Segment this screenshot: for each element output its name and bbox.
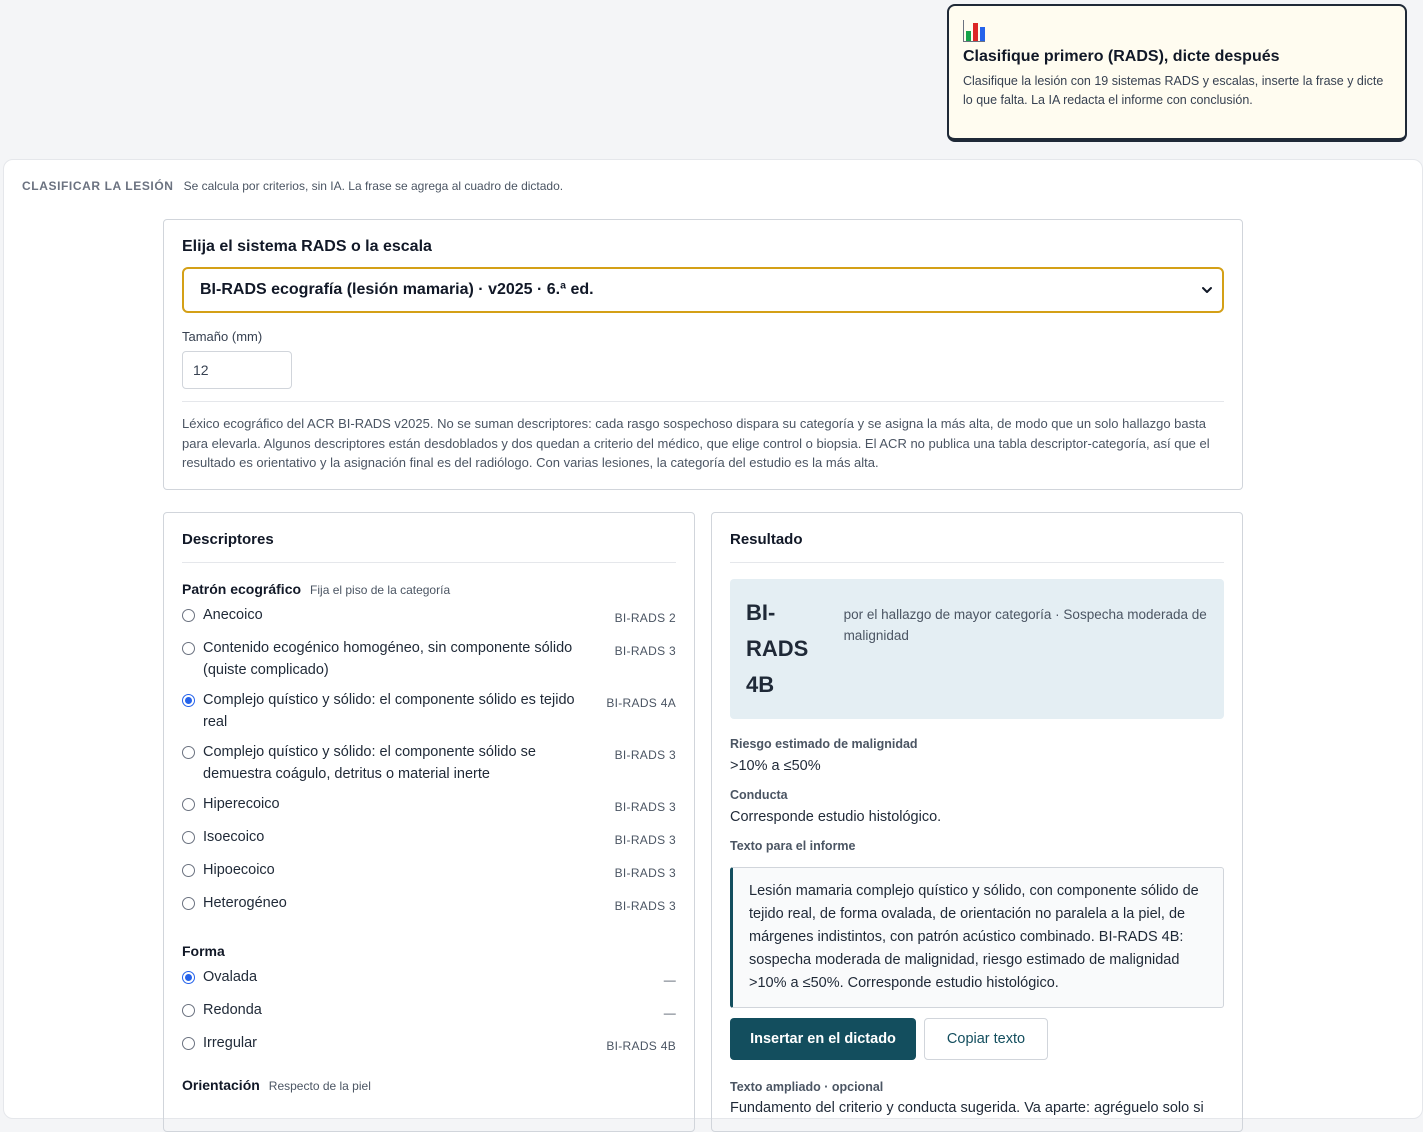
pattern-option-heterogeneo[interactable] xyxy=(182,892,676,917)
section-subtitle: Se calcula por criterios, sin IA. La frase se agrega al cuadro de dictado. xyxy=(183,179,564,193)
orientation-group-header xyxy=(182,1077,676,1093)
option-label: Anecoico xyxy=(203,607,263,623)
option-category: BI-RADS 3 xyxy=(614,866,676,880)
shape-group-header xyxy=(182,943,676,959)
rads-selector-box xyxy=(163,219,1243,490)
shape-title: Forma xyxy=(182,943,225,959)
option-category: — xyxy=(663,1006,676,1020)
orientation-subtitle: Respecto de la piel xyxy=(268,1079,371,1093)
option-label: Hiperecoico xyxy=(203,796,280,812)
report-label: Texto para el informe xyxy=(730,839,856,853)
section-header xyxy=(22,179,563,193)
option-category: BI-RADS 2 xyxy=(614,611,676,625)
risk-label: Riesgo estimado de malignidad xyxy=(730,737,918,751)
divider xyxy=(182,401,1224,402)
insert-dictation-button[interactable]: Insertar en el dictado xyxy=(730,1018,916,1060)
shape-option-irregular[interactable] xyxy=(182,1032,676,1057)
option-label: Isoecoico xyxy=(203,829,265,845)
option-label: Complejo quístico y sólido: el componente sólido es tejido real xyxy=(203,692,575,730)
orientation-title: Orientación xyxy=(182,1077,260,1093)
option-category: BI-RADS 4B xyxy=(606,1039,676,1053)
option-category: BI-RADS 3 xyxy=(614,899,676,913)
radio-button[interactable] xyxy=(182,897,195,910)
bar-chart-icon xyxy=(963,20,985,42)
result-category: BI-RADS 4B xyxy=(746,600,809,697)
pattern-option-anecoico[interactable] xyxy=(182,604,676,629)
pattern-option-quiste-complicado[interactable] xyxy=(182,637,676,681)
descriptors-panel xyxy=(163,512,695,1132)
result-category-box xyxy=(730,579,1224,719)
radio-button[interactable] xyxy=(182,694,195,707)
rads-system-select[interactable] xyxy=(182,267,1224,313)
conduct-value: Corresponde estudio histológico. xyxy=(730,809,942,825)
promo-banner xyxy=(947,4,1407,142)
pattern-option-isoecoico[interactable] xyxy=(182,826,676,851)
option-label: Ovalada xyxy=(203,969,258,985)
pattern-title: Patrón ecográfico xyxy=(182,581,302,597)
option-category: — xyxy=(663,973,676,987)
lexicon-note: Léxico ecográfico del ACR BI-RADS v2025. No se suman descriptores: cada rasgo sospechoso dispara su categoría y se asigna la más alta, de modo que un solo hallazgo basta para elevarla. Algunos descriptores están desdoblados y dos quedan a criterio del médico, que elige control o biopsia. El ACR no publica una tabla descriptor-categoría, así que el resultado es orientativo y la asignación final es del radiólogo. Con varias lesiones, la categoría del estudio es la más alta. xyxy=(182,416,1210,470)
pattern-option-complejo-coagulo[interactable] xyxy=(182,741,676,785)
radio-button[interactable] xyxy=(182,831,195,844)
promo-title: Clasifique primero (RADS), dicte después xyxy=(963,48,1280,65)
section-eyebrow: CLASIFICAR LA LESIÓN xyxy=(22,179,174,193)
conduct-label: Conducta xyxy=(730,788,788,802)
pattern-option-complejo-tejido-real[interactable] xyxy=(182,689,676,733)
chevron-down-icon xyxy=(1200,283,1214,297)
pattern-option-hiperecoico[interactable] xyxy=(182,793,676,818)
radio-button[interactable] xyxy=(182,1037,195,1050)
pattern-subtitle: Fija el piso de la categoría xyxy=(310,583,451,597)
option-label: Heterogéneo xyxy=(203,895,287,911)
copy-text-button[interactable]: Copiar texto xyxy=(924,1018,1048,1060)
shape-option-redonda[interactable] xyxy=(182,999,676,1024)
option-label: Contenido ecogénico homogéneo, sin componente sólido (quiste complicado) xyxy=(203,640,573,678)
radio-button[interactable] xyxy=(182,609,195,622)
radio-button[interactable] xyxy=(182,971,195,984)
result-panel xyxy=(711,512,1243,1132)
report-text: Lesión mamaria complejo quístico y sólido, con componente sólido de tejido real, de forma ovalada, de orientación no paralela a la piel, de márgenes indistintos, con patrón acústico combinado. BI-RADS 4B: sospecha moderada de malignidad, riesgo estimado de malignidad >10% a ≤50%. Corresponde estudio histológico. xyxy=(730,867,1224,1008)
radio-button[interactable] xyxy=(182,798,195,811)
option-category: BI-RADS 4A xyxy=(606,696,676,710)
extended-text-label: Texto ampliado · opcional xyxy=(730,1080,884,1094)
risk-value: >10% a ≤50% xyxy=(730,758,821,774)
option-label: Irregular xyxy=(203,1035,257,1051)
promo-body: Clasifique la lesión con 19 sistemas RADS y escalas, inserte la frase y dicte lo que falta. La IA redacta el informe con conclusión. xyxy=(963,74,1384,107)
shape-options xyxy=(182,966,676,1057)
selector-heading: Elija el sistema RADS o la escala xyxy=(182,238,432,255)
option-category: BI-RADS 3 xyxy=(614,833,676,847)
option-category: BI-RADS 3 xyxy=(614,748,676,762)
descriptors-heading: Descriptores xyxy=(182,531,676,563)
classify-card xyxy=(3,159,1423,1119)
option-label: Hipoecoico xyxy=(203,862,275,878)
result-actions xyxy=(730,1018,1224,1060)
size-input[interactable]: 12 xyxy=(182,351,292,389)
option-label: Redonda xyxy=(203,1002,262,1018)
radio-button[interactable] xyxy=(182,642,195,655)
result-heading: Resultado xyxy=(730,531,1224,563)
pattern-option-hipoecoico[interactable] xyxy=(182,859,676,884)
radio-button[interactable] xyxy=(182,1004,195,1017)
pattern-group-header xyxy=(182,581,676,597)
rads-system-selected: BI-RADS ecografía (lesión mamaria) · v2025 · 6.ª ed. xyxy=(200,281,594,298)
radio-button[interactable] xyxy=(182,746,195,759)
option-category: BI-RADS 3 xyxy=(614,800,676,814)
extended-text: Fundamento del criterio y conducta sugerida. Va aparte: agréguelo solo si xyxy=(730,1100,1204,1116)
option-label: Complejo quístico y sólido: el componente sólido se demuestra coágulo, detritus o material inerte xyxy=(203,744,536,782)
shape-option-ovalada[interactable] xyxy=(182,966,676,991)
result-category-description: por el hallazgo de mayor categoría · Sospecha moderada de malignidad xyxy=(843,607,1207,643)
radio-button[interactable] xyxy=(182,864,195,877)
pattern-options xyxy=(182,604,676,917)
size-label: Tamaño (mm) xyxy=(182,329,263,344)
option-category: BI-RADS 3 xyxy=(614,644,676,658)
